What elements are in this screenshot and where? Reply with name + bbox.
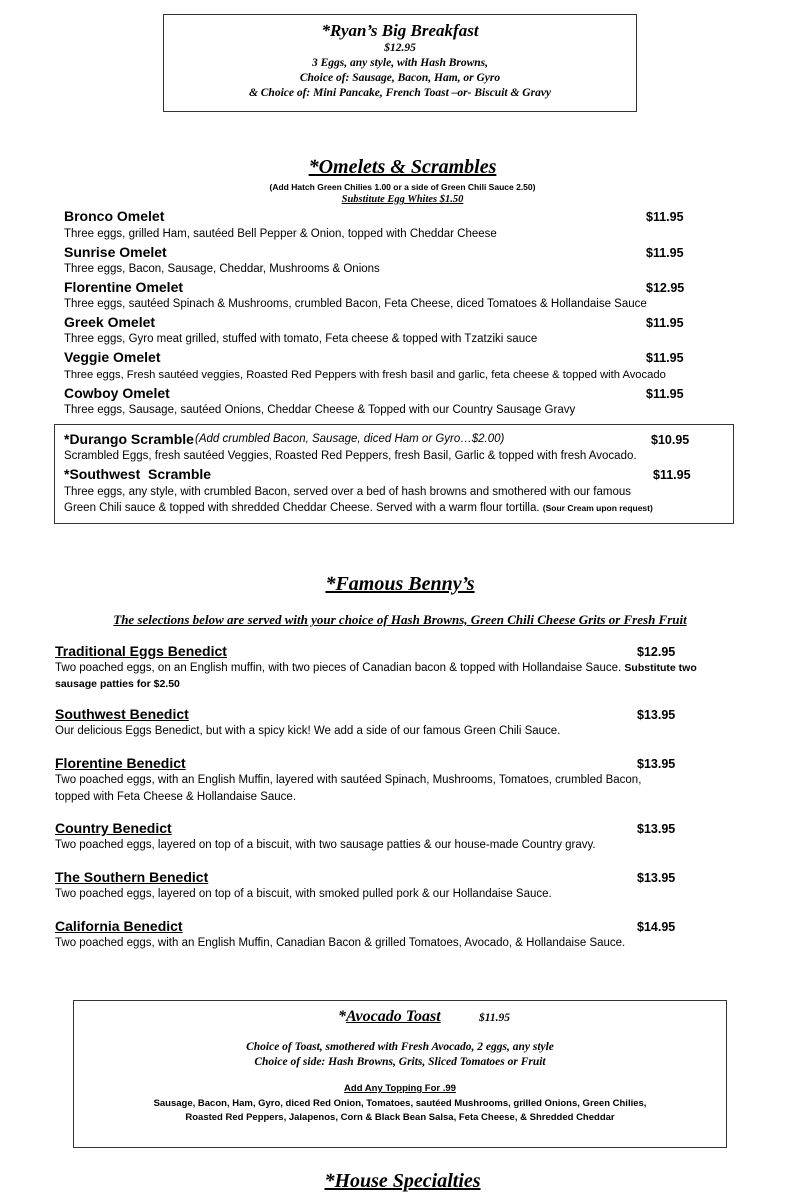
omelet-name: Veggie Omelet [64, 349, 161, 365]
benny-price: $13.95 [637, 757, 676, 771]
scrambles-box [54, 424, 734, 524]
omelet-name: Greek Omelet [64, 314, 156, 330]
omelet-price: $12.95 [646, 281, 685, 295]
omelet-price: $11.95 [646, 210, 684, 224]
southwest-scramble-desc1: Three eggs, any style, with crumbled Bacon, served over a bed of hash browns and smothered with our famous [64, 486, 631, 498]
durango-desc: Scrambled Eggs, fresh sautéed Veggies, Roasted Red Peppers, fresh Basil, Garlic & topped with fresh Avocado. [64, 450, 637, 462]
benny-price: $13.95 [637, 822, 676, 836]
benny-desc-extra2: sausage patties for $2.50 [55, 678, 180, 690]
benny-name: Southwest Benedict [55, 706, 189, 722]
omelet-desc: Three eggs, sautéed Spinach & Mushrooms, crumbled Bacon, Feta Cheese, diced Tomatoes & Hollandaise Sauce [64, 298, 647, 310]
benny-desc-line2: topped with Feta Cheese & Hollandaise Sauce. [55, 791, 297, 803]
southwest-scramble-price: $11.95 [653, 468, 691, 482]
benny-price: $13.95 [637, 708, 676, 722]
omelet-price: $11.95 [646, 316, 684, 330]
avocado-title [338, 1008, 441, 1026]
benny-name: The Southern Benedict [55, 869, 209, 885]
durango-note: (Add crumbled Bacon, Sausage, diced Ham or Gyro…$2.00) [195, 433, 505, 445]
avocado-title-star: * [338, 1008, 346, 1025]
big-breakfast-title: *Ryan’s Big Breakfast [321, 21, 479, 40]
benny-desc-text: Two poached eggs, on an English muffin, with two pieces of Canadian bacon & topped with Hollandaise Sauce. [55, 662, 622, 674]
omelet-desc: Three eggs, Sausage, sautéed Onions, Cheddar Cheese & Topped with our Country Sausage Gravy [64, 404, 576, 416]
avocado-price: $11.95 [479, 1012, 510, 1024]
southwest-scramble-name: *Southwest Scramble [64, 466, 212, 482]
big-breakfast-box [163, 14, 637, 112]
omelet-name: Cowboy Omelet [64, 385, 170, 401]
omelet-desc: Three eggs, Bacon, Sausage, Cheddar, Mushrooms & Onions [64, 263, 380, 275]
avocado-line1: Choice of Toast, smothered with Fresh Avocado, 2 eggs, any style [246, 1041, 554, 1053]
avocado-title-text: Avocado Toast [346, 1008, 441, 1025]
durango-name: *Durango Scramble [64, 431, 194, 447]
big-breakfast-line3: & Choice of: Mini Pancake, French Toast –or- Biscuit & Gravy [248, 87, 552, 99]
house-specialties-heading: *House Specialties [324, 1170, 481, 1192]
omelet-desc: Three eggs, Gyro meat grilled, stuffed with tomato, Feta cheese & topped with Tzatziki sauce [64, 333, 538, 345]
benny-name: Florentine Benedict [55, 755, 186, 771]
benny-name: California Benedict [55, 918, 183, 934]
avocado-toast-box [73, 1000, 727, 1148]
benny-name: Traditional Eggs Benedict [55, 643, 227, 659]
benny-desc-extra: Substitute two [624, 662, 697, 674]
southwest-scramble-desc2-text: Green Chili sauce & topped with shredded Cheddar Cheese. Served with a warm flour tortilla. [64, 502, 540, 514]
benny-desc: Our delicious Eggs Benedict, but with a spicy kick! We add a side of our famous Green Chili Sauce. [55, 725, 561, 737]
bennys-heading: *Famous Benny’s [325, 573, 475, 595]
omelet-name: Sunrise Omelet [64, 244, 167, 260]
benny-name: Country Benedict [55, 820, 172, 836]
omelet-price: $11.95 [646, 246, 684, 260]
big-breakfast-line2: Choice of: Sausage, Bacon, Ham, or Gyro [299, 72, 501, 84]
benny-desc: Two poached eggs, layered on top of a biscuit, with two sausage patties & our house-made Country gravy. [55, 839, 596, 851]
avocado-topping-title: Add Any Topping For .99 [344, 1083, 456, 1094]
omelets-note-chilies: (Add Hatch Green Chilies 1.00 or a side of Green Chili Sauce 2.50) [269, 182, 536, 192]
benny-price: $12.95 [637, 645, 676, 659]
benny-desc: Two poached eggs, with an English Muffin, layered with sautéed Spinach, Mushrooms, Tomatoes, crumbled Bacon, [55, 774, 642, 786]
benny-desc [55, 662, 697, 674]
big-breakfast-line1: 3 Eggs, any style, with Hash Browns, [311, 57, 489, 69]
omelets-note-egg-whites: Substitute Egg Whites $1.50 [341, 194, 464, 205]
benny-price: $13.95 [637, 871, 676, 885]
benny-desc: Two poached eggs, with an English Muffin, Canadian Bacon & grilled Tomatoes, Avocado, & Hollandaise Sauce. [55, 937, 626, 949]
bennys-subtitle: The selections below are served with your choice of Hash Browns, Green Chili Cheese Grits or Fresh Fruit [113, 612, 687, 627]
omelet-name: Bronco Omelet [64, 208, 165, 224]
southwest-scramble-desc2 [64, 502, 653, 514]
durango-price: $10.95 [651, 433, 690, 447]
avocado-line2: Choice of side: Hash Browns, Grits, Sliced Tomatoes or Fruit [254, 1056, 546, 1068]
omelet-desc: Three eggs, Fresh sautéed veggies, Roasted Red Peppers with fresh basil and garlic, feta cheese & topped with Avocado [64, 369, 666, 381]
avocado-topping-line2: Roasted Red Peppers, Jalapenos, Corn & Black Bean Salsa, Feta Cheese, & Shredded Cheddar [185, 1112, 615, 1123]
southwest-scramble-note: (Sour Cream upon request) [542, 503, 653, 513]
benny-desc: Two poached eggs, layered on top of a biscuit, with smoked pulled pork & our Hollandaise Sauce. [55, 888, 552, 900]
omelet-name: Florentine Omelet [64, 279, 184, 295]
omelet-desc: Three eggs, grilled Ham, sautéed Bell Pepper & Onion, topped with Cheddar Cheese [64, 228, 497, 240]
omelet-price: $11.95 [646, 351, 684, 365]
omelet-price: $11.95 [646, 387, 684, 401]
benny-price: $14.95 [637, 920, 676, 934]
big-breakfast-price: $12.95 [384, 42, 416, 54]
omelets-heading: *Omelets & Scrambles [308, 156, 497, 178]
avocado-topping-line1: Sausage, Bacon, Ham, Gyro, diced Red Onion, Tomatoes, sautéed Mushrooms, grilled Onions, Green Chilies, [153, 1098, 647, 1109]
